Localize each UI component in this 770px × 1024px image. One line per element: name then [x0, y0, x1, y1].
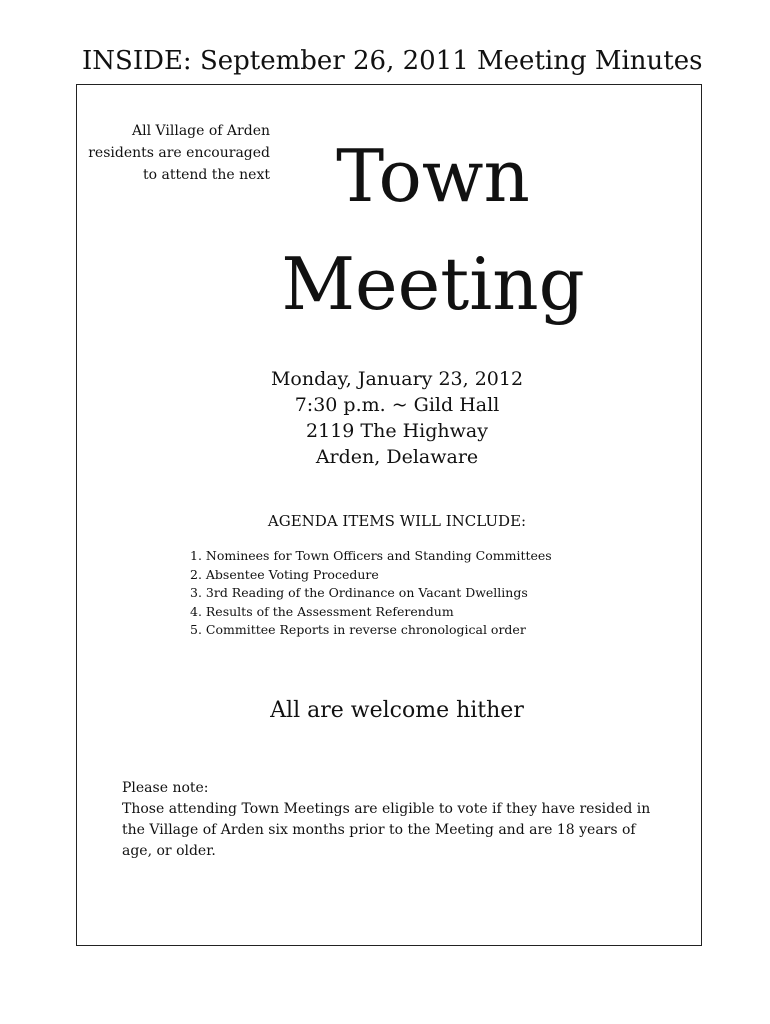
meeting-date: Monday, January 23, 2012: [270, 368, 524, 390]
meeting-street: 2119 The Highway: [306, 420, 488, 442]
agenda-item: 3. 3rd Reading of the Ordinance on Vacant Dwellings: [190, 585, 528, 600]
meeting-time-place: 7:30 p.m. ~ Gild Hall: [294, 394, 500, 416]
meeting-city: Arden, Delaware: [315, 446, 479, 468]
intro-line: residents are encouraged: [88, 145, 270, 161]
title-line-town: Town: [336, 134, 530, 218]
title-line-meeting: Meeting: [281, 242, 585, 326]
welcome-message: All are welcome hither: [270, 698, 524, 723]
intro-line: All Village of Arden: [132, 123, 270, 139]
agenda-item: 2. Absentee Voting Procedure: [190, 566, 379, 582]
note-text: Those attending Town Meetings are eligible to vote if they have resided in the Village of Arden six months prior to the Meeting and are 18 years of age, or older.: [122, 801, 651, 859]
meeting-details: [238, 366, 556, 470]
agenda-item: 5. Committee Reports in reverse chronological order: [190, 622, 526, 637]
intro-line: to attend the next: [142, 167, 270, 183]
voting-note: [122, 778, 670, 862]
agenda-item: 4. Results of the Assessment Referendum: [190, 603, 454, 619]
header-inside-note: INSIDE: September 26, 2011 Meeting Minutes: [82, 46, 703, 76]
agenda-list: [190, 547, 610, 640]
agenda-heading: AGENDA ITEMS WILL INCLUDE:: [267, 512, 527, 530]
page-title: [260, 122, 606, 338]
agenda-item: 1. Nominees for Town Officers and Standing Committees: [190, 548, 552, 563]
note-label: Please note:: [122, 780, 209, 796]
intro-text: [78, 120, 270, 186]
